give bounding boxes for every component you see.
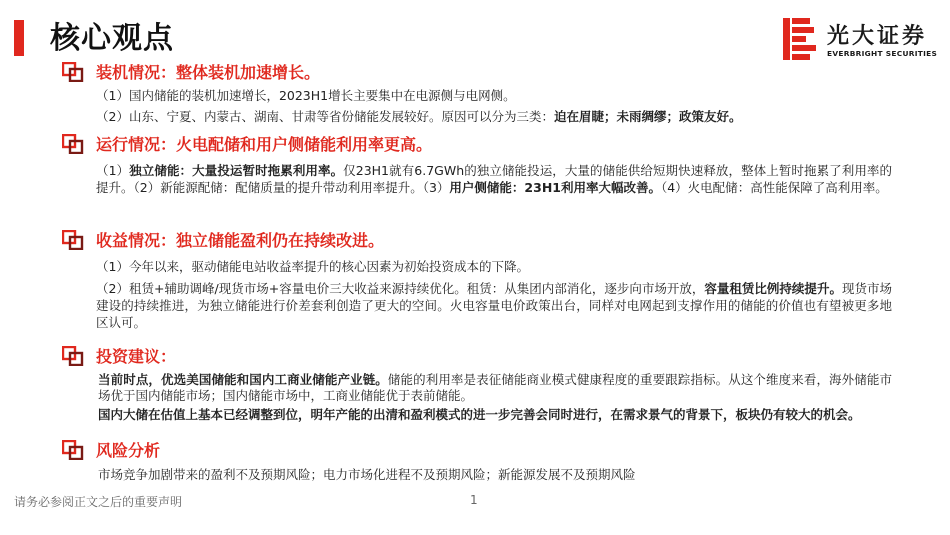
section-bullet-icon bbox=[62, 134, 84, 154]
section-investment bbox=[62, 344, 892, 423]
paragraph: （1）今年以来，驱动储能电站收益率提升的核心因素为初始投资成本的下降。 bbox=[96, 259, 529, 274]
section-installation bbox=[62, 60, 892, 125]
disclaimer-note: 请务必参阅正文之后的重要声明 bbox=[14, 495, 183, 509]
section-bullet-icon bbox=[62, 62, 84, 82]
title-accent-bar bbox=[14, 20, 24, 56]
everbright-logo-icon bbox=[783, 18, 819, 60]
section-title: 风险分析 bbox=[96, 441, 161, 460]
paragraph: 国内大储在估值上基本已经调整到位，明年产能的出清和盈利模式的进一步完善会同时进行，在需求景气的背景下，板块仍有较大的机会。 bbox=[98, 407, 861, 422]
section-title: 收益情况：独立储能盈利仍在持续改进。 bbox=[96, 231, 385, 250]
page-title: 核心观点 bbox=[50, 21, 174, 56]
section-title: 投资建议： bbox=[96, 347, 177, 366]
section-bullet-icon bbox=[62, 440, 84, 460]
page-number: 1 bbox=[470, 493, 478, 507]
company-logo bbox=[783, 16, 943, 64]
section-operation bbox=[62, 132, 892, 196]
section-title: 装机情况：整体装机加速增长。 bbox=[96, 63, 321, 82]
section-risk bbox=[62, 438, 892, 483]
paragraph: 市场竞争加剧带来的盈利不及预期风险；电力市场化进程不及预期风险；新能源发展不及预期风险 bbox=[98, 467, 636, 482]
logo-english-name: EVERBRIGHT SECURITIES bbox=[827, 49, 938, 58]
section-bullet-icon bbox=[62, 346, 84, 366]
paragraph: （1）国内储能的装机加速增长，2023H1增长主要集中在电源侧与电网侧。 bbox=[96, 88, 516, 103]
logo-chinese-name: 光大证券 bbox=[827, 24, 928, 49]
section-title: 运行情况：火电配储和用户侧储能利用率更高。 bbox=[96, 135, 433, 154]
section-bullet-icon bbox=[62, 230, 84, 250]
paragraph: （2）山东、宁夏、内蒙古、湖南、甘肃等省份储能发展较好。原因可以分为三类：迫在眉睫；未雨绸缪；政策友好。 bbox=[96, 109, 742, 124]
paragraph: 当前时点，优选美国储能和国内工商业储能产业链。储能的利用率是表征储能商业模式健康程度的重要跟踪指标。从这个维度来看，海外储能市场优于国内储能市场；国内储能市场中，工商业储能优于表前储能。 bbox=[98, 372, 892, 403]
section-revenue bbox=[62, 228, 892, 331]
paragraph: （2）租赁+辅助调峰/现货市场+容量电价三大收益来源持续优化。租赁：从集团内部消化，逐步向市场开放，容量租赁比例持续提升。现货市场建设的持续推进，为独立储能进行价差套利创造了更大的空间。火电容量电价政策出台，同样对电网起到支撑作用的储能的价值也有望被更多地区认可。 bbox=[96, 281, 892, 330]
paragraph: （1）独立储能：大量投运暂时拖累利用率。仅23H1就有6.7GWh的独立储能投运，大量的储能供给短期快速释放，整体上暂时拖累了利用率的提升。（2）新能源配储：配储质量的提升带动利用率提升。（3）用户侧储能：23H1利用率大幅改善。（4）火电配储：高性能保障了高利用率。 bbox=[96, 163, 893, 195]
